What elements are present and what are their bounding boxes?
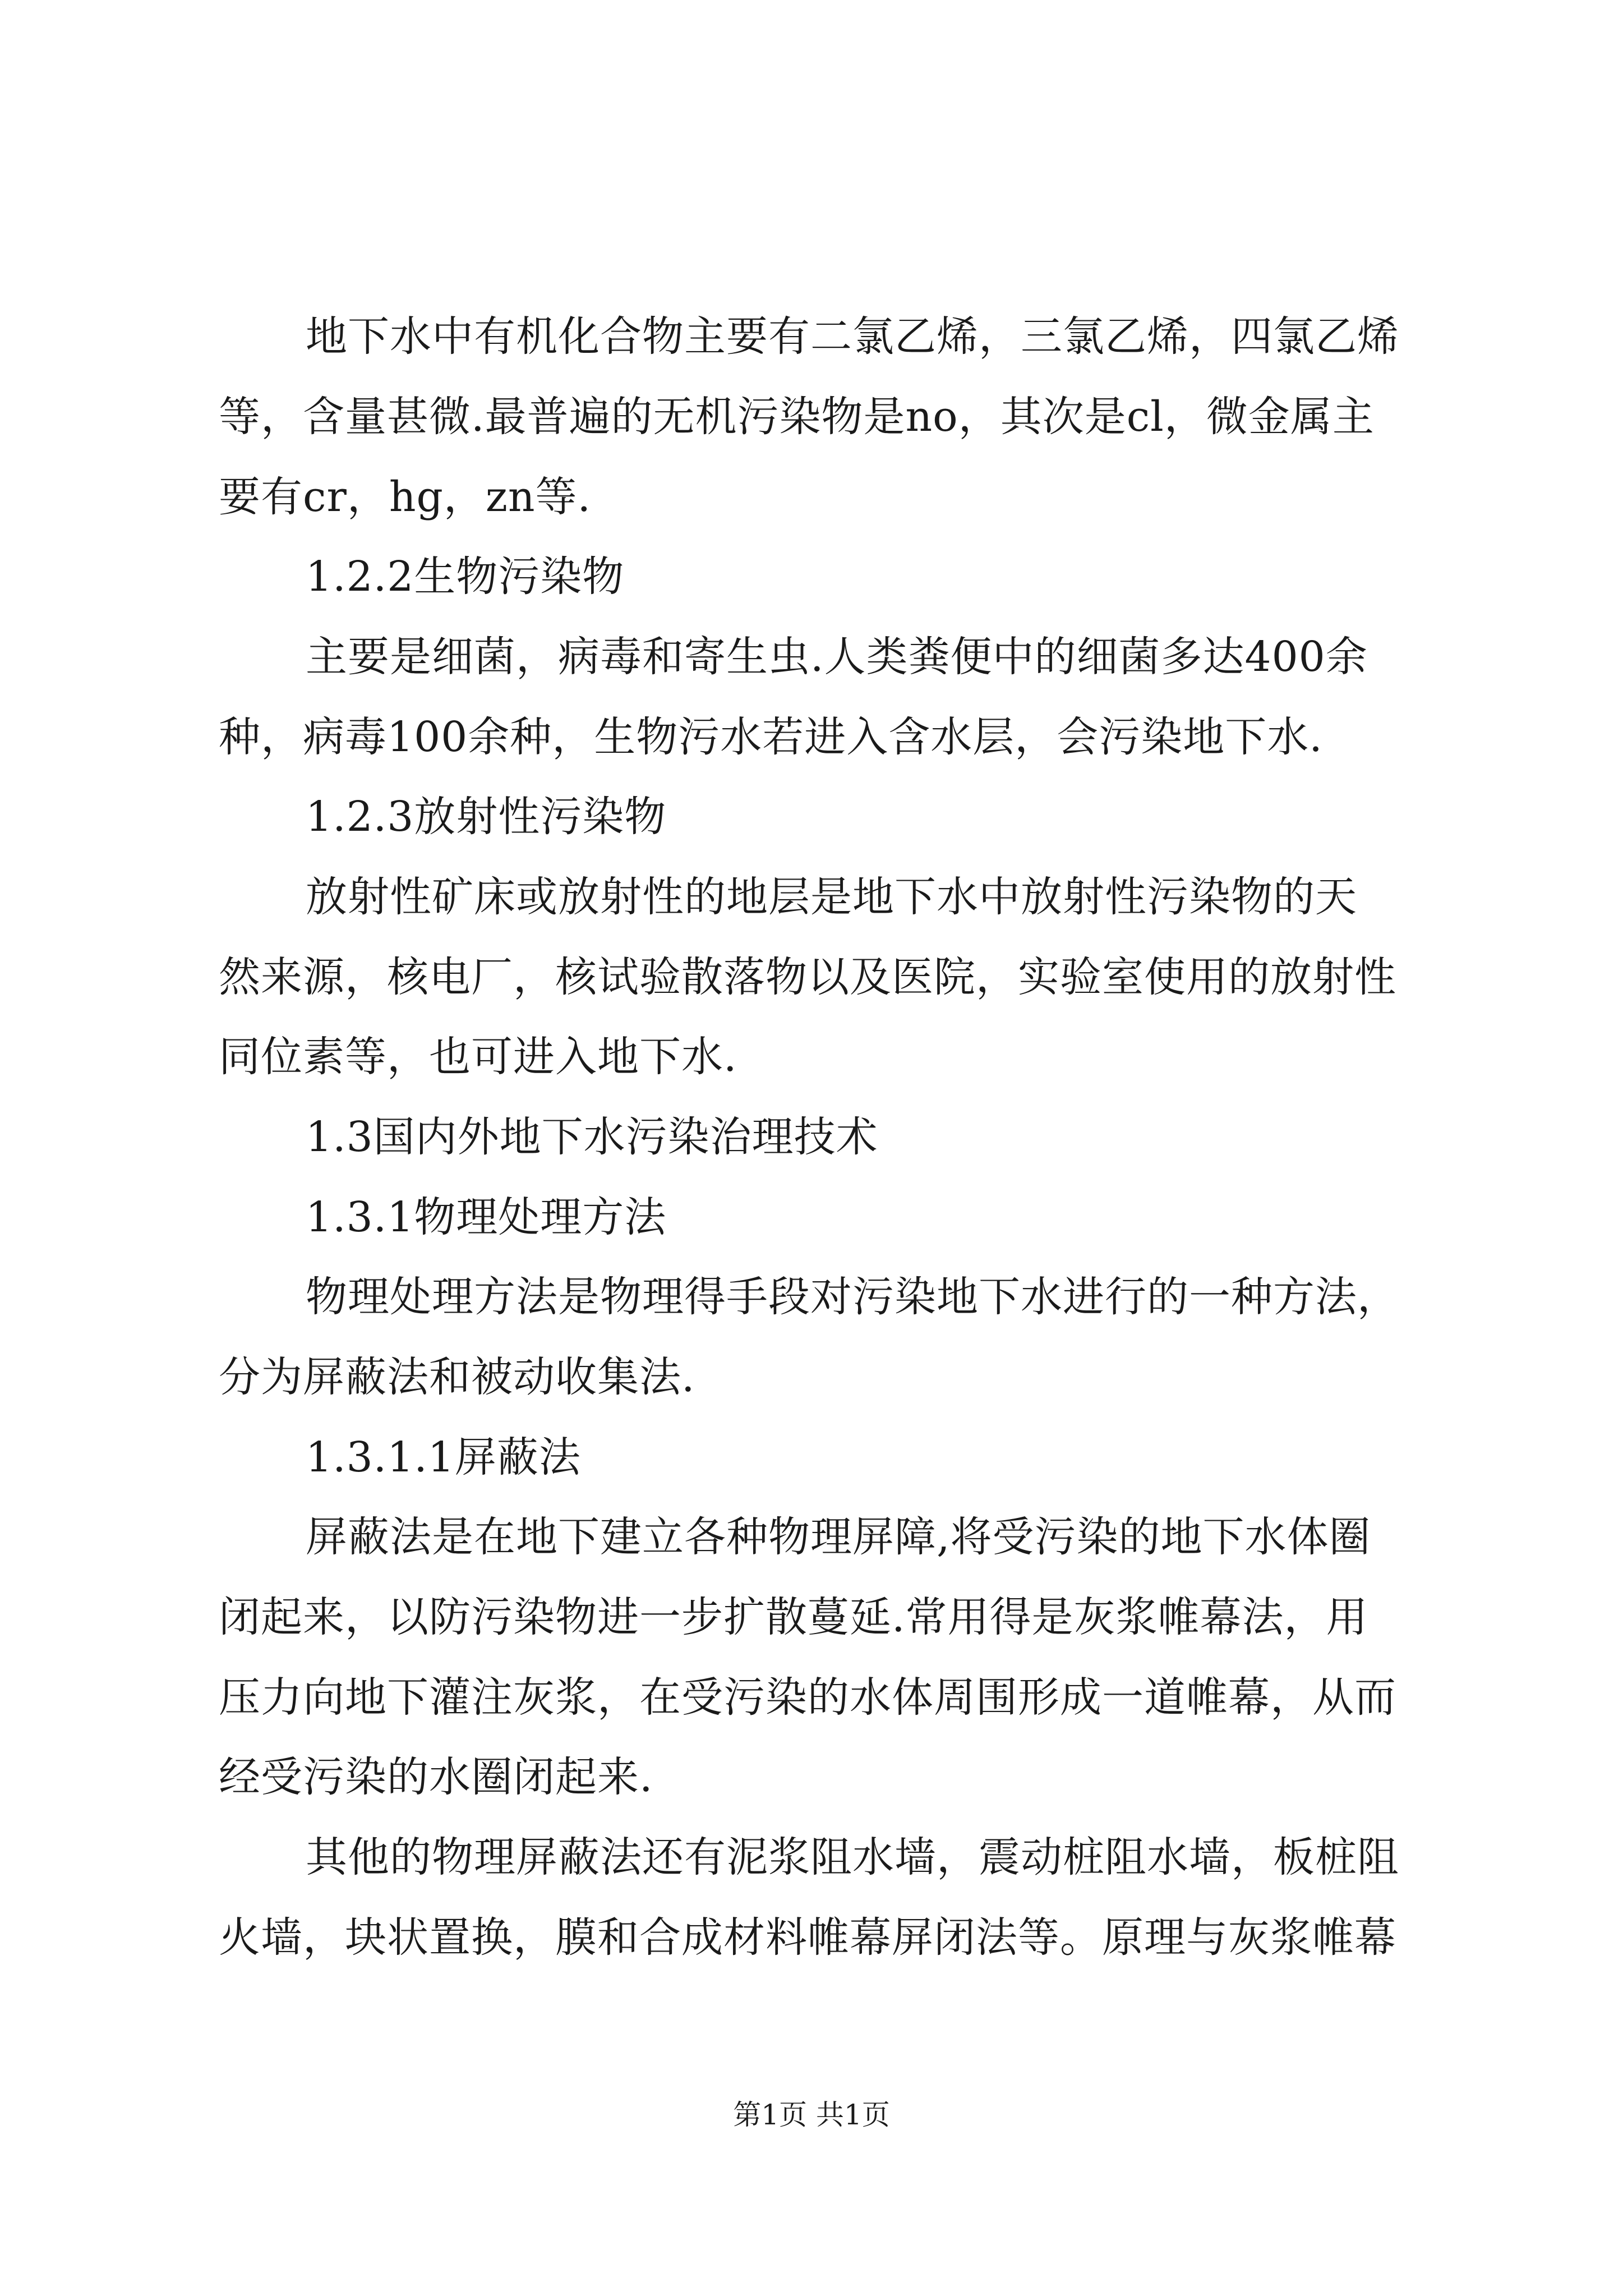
paragraph-line: 其他的物理屏蔽法还有泥浆阻水墙，震动桩阻水墙，板桩阻 xyxy=(306,1833,1399,1881)
paragraph-line: 分为屏蔽法和被动收集法. xyxy=(219,1353,695,1401)
section-heading: 1.2.3放射性污染物 xyxy=(306,793,667,841)
page-footer: 第1页 共1页 xyxy=(733,2099,890,2131)
paragraph-line: 同位素等，也可进入地下水. xyxy=(219,1033,737,1081)
paragraph-line: 主要是细菌，病毒和寄生虫.人类粪便中的细菌多达400余 xyxy=(306,633,1368,681)
paragraph-line: 火墙，块状置换，膜和合成材料帷幕屏闭法等。原理与灰浆帷幕 xyxy=(219,1913,1396,1962)
paragraph-line: 压力向地下灌注灰浆，在受污染的水体周围形成一道帷幕，从而 xyxy=(219,1673,1396,1722)
paragraph-line: 地下水中有机化合物主要有二氯乙烯，三氯乙烯，四氯乙烯 xyxy=(306,312,1399,361)
paragraph-line: 经受污染的水圈闭起来. xyxy=(219,1753,653,1801)
section-heading: 1.3国内外地下水污染治理技术 xyxy=(306,1113,878,1161)
paragraph-line: 物理处理方法是物理得手段对污染地下水进行的一种方法， xyxy=(306,1273,1399,1321)
paragraph-line: 要有cr，hg，zn等. xyxy=(219,473,592,521)
paragraph-line: 屏蔽法是在地下建立各种物理屏障,将受污染的地下水体圈 xyxy=(306,1513,1371,1561)
paragraph-line: 然来源，核电厂，核试验散落物以及医院，实验室使用的放射性 xyxy=(219,953,1396,1001)
paragraph-line: 等，含量甚微.最普遍的无机污染物是no，其次是cl，微金属主 xyxy=(219,393,1375,441)
section-heading: 1.3.1.1屏蔽法 xyxy=(306,1433,581,1481)
paragraph-line: 闭起来，以防污染物进一步扩散蔓延.常用得是灰浆帷幕法，用 xyxy=(219,1593,1368,1641)
section-heading: 1.2.2生物污染物 xyxy=(306,553,625,601)
paragraph-line: 种，病毒100余种，生物污水若进入含水层，会污染地下水. xyxy=(219,713,1323,761)
paragraph-line: 放射性矿床或放射性的地层是地下水中放射性污染物的天 xyxy=(306,873,1357,921)
section-heading: 1.3.1物理处理方法 xyxy=(306,1193,667,1241)
